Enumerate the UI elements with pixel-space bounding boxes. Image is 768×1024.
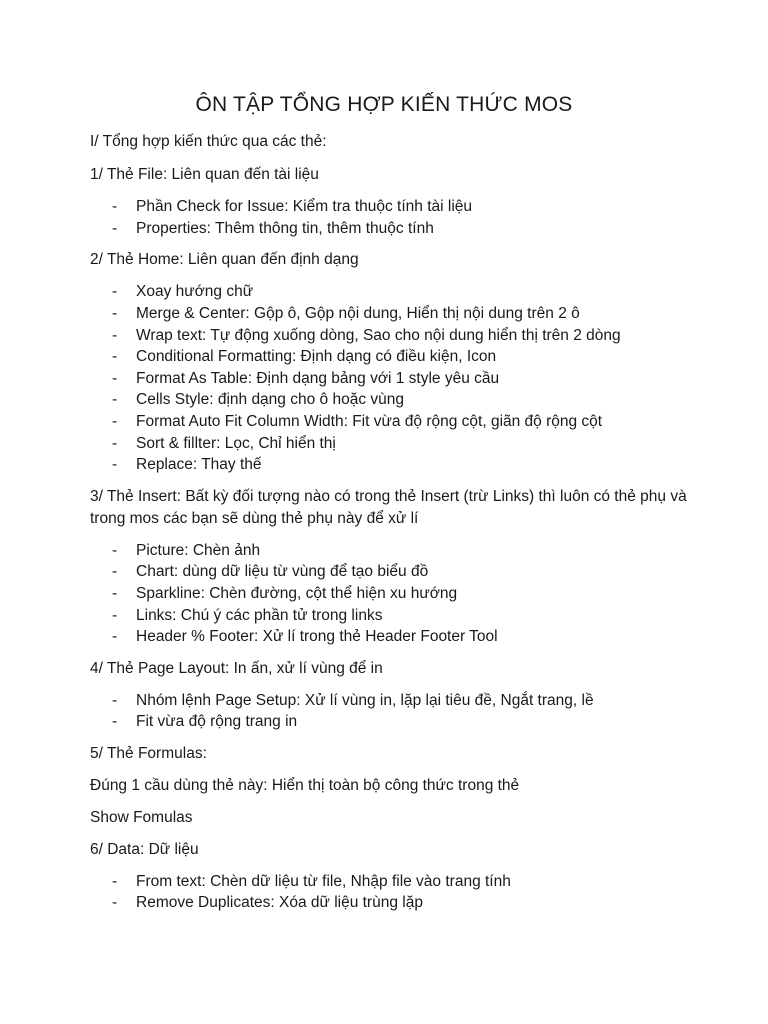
list-item: - Wrap text: Tự động xuống dòng, Sao cho nội dung hiển thị trên 2 dòng: [90, 325, 708, 347]
formulas-paragraph: Show Fomulas: [90, 808, 193, 826]
dash-bullet: -: [112, 584, 118, 602]
section-heading-home: 2/ Thẻ Home: Liên quan đến định dạng: [90, 251, 359, 269]
section-heading-formulas: 5/ Thẻ Formulas:: [90, 744, 207, 762]
list-item: - Merge & Center: Gộp ô, Gộp nội dung, Hiển thị nội dung trên 2 ô: [90, 303, 708, 325]
dash-bullet: -: [112, 563, 118, 581]
section-list-file: [90, 196, 708, 239]
dash-bullet: -: [112, 219, 118, 237]
dash-bullet: -: [112, 304, 118, 322]
list-item: - Format Auto Fit Column Width: Fit vừa độ rộng cột, giãn độ rộng cột: [90, 411, 708, 433]
intro-text: I/ Tổng hợp kiến thức qua các thẻ:: [90, 133, 327, 151]
dash-bullet: -: [112, 412, 118, 430]
section-heading-file: 1/ Thẻ File: Liên quan đến tài liệu: [90, 166, 319, 184]
list-item: - Fit vừa độ rộng trang in: [90, 711, 708, 733]
list-item: - Properties: Thêm thông tin, thêm thuộc tính: [90, 218, 708, 240]
formulas-paragraph: Đúng 1 cầu dùng thẻ này: Hiển thị toàn bộ công thức trong thẻ: [90, 776, 520, 794]
dash-bullet: -: [112, 628, 118, 646]
list-item: - Sort & fillter: Lọc, Chỉ hiển thị: [90, 433, 708, 455]
section-heading-page-layout: 4/ Thẻ Page Layout: In ấn, xử lí vùng để in: [90, 659, 383, 677]
dash-bullet: -: [112, 283, 118, 301]
section-heading-insert: 3/ Thẻ Insert: Bất kỳ đối tượng nào có trong thẻ Insert (trừ Links) thì luôn có thẻ phụ và trong mos các bạn sẽ dùng thẻ phụ này để xử lí: [90, 487, 687, 527]
section-list-insert: [90, 540, 708, 648]
dash-bullet: -: [112, 691, 118, 709]
list-item: - Nhóm lệnh Page Setup: Xử lí vùng in, lặp lại tiêu đề, Ngắt trang, lề: [90, 690, 708, 712]
list-item: - Links: Chú ý các phần tử trong links: [90, 605, 708, 627]
dash-bullet: -: [112, 713, 118, 731]
section-list-page-layout: [90, 690, 708, 733]
dash-bullet: -: [112, 198, 118, 216]
dash-bullet: -: [112, 606, 118, 624]
dash-bullet: -: [112, 391, 118, 409]
list-item: - Chart: dùng dữ liệu từ vùng để tạo biểu đồ: [90, 561, 708, 583]
dash-bullet: -: [112, 894, 118, 912]
list-item: - Remove Duplicates: Xóa dữ liệu trùng lặp: [90, 892, 708, 914]
section-list-home: [90, 281, 708, 475]
dash-bullet: -: [112, 326, 118, 344]
dash-bullet: -: [112, 369, 118, 387]
list-item: - Picture: Chèn ảnh: [90, 540, 708, 562]
section-heading-data: 6/ Data: Dữ liệu: [90, 840, 199, 858]
list-item: - Replace: Thay thế: [90, 454, 708, 476]
list-item: - Format As Table: Định dạng bảng với 1 style yêu cầu: [90, 368, 708, 390]
document-title: ÔN TẬP TỔNG HỢP KIẾN THỨC MOS: [195, 93, 573, 116]
dash-bullet: -: [112, 348, 118, 366]
section-list-data: [90, 871, 708, 914]
list-item: - Xoay hướng chữ: [90, 281, 708, 303]
dash-bullet: -: [112, 541, 118, 559]
list-item: - Sparkline: Chèn đường, cột thể hiện xu hướng: [90, 583, 708, 605]
list-item: - Header % Footer: Xử lí trong thẻ Header Footer Tool: [90, 626, 708, 648]
dash-bullet: -: [112, 872, 118, 890]
list-item: - Phần Check for Issue: Kiểm tra thuộc tính tài liệu: [90, 196, 708, 218]
list-item: - Cells Style: định dạng cho ô hoặc vùng: [90, 389, 708, 411]
list-item: - From text: Chèn dữ liệu từ file, Nhập file vào trang tính: [90, 871, 708, 893]
dash-bullet: -: [112, 434, 118, 452]
list-item: - Conditional Formatting: Định dạng có điều kiện, Icon: [90, 346, 708, 368]
dash-bullet: -: [112, 456, 118, 474]
